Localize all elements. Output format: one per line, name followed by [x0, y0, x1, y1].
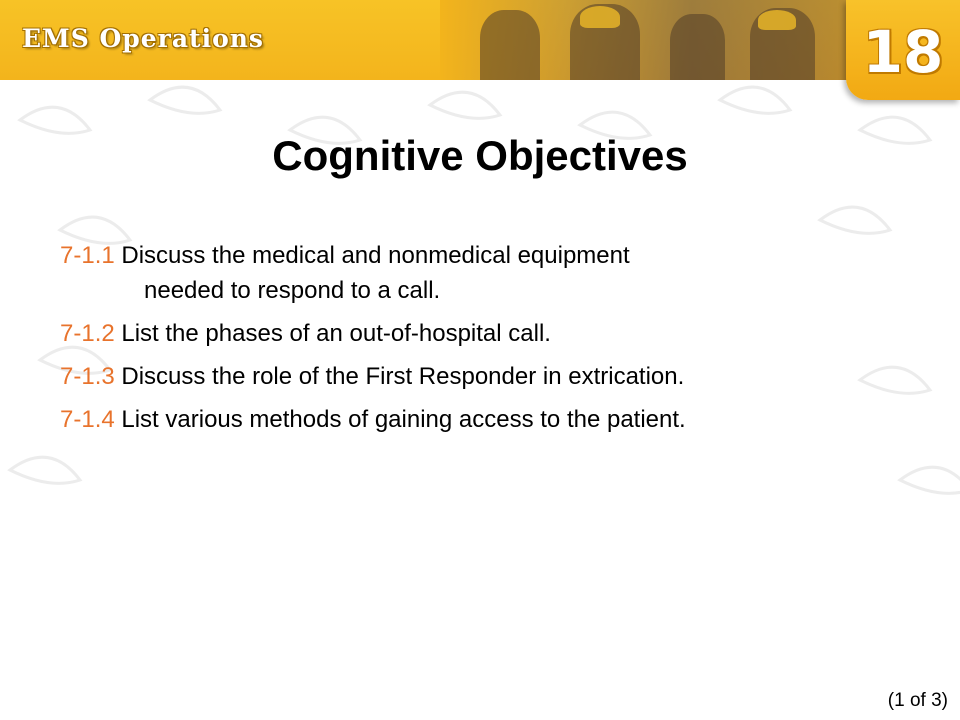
header-photo-strip — [440, 0, 860, 80]
objective-text: Discuss the role of the First Responder in extrication. — [121, 363, 685, 390]
chapter-tab — [846, 0, 960, 100]
objective-text: List the phases of an out-of-hospital call. — [121, 320, 551, 347]
objective-text-continuation: needed to respond to a call. — [144, 277, 441, 304]
slide-title: Cognitive Objectives — [272, 132, 688, 179]
objective-item — [60, 402, 920, 437]
chapter-number: 18 — [862, 18, 944, 86]
objective-text: Discuss the medical and nonmedical equipment — [121, 242, 630, 269]
objective-code: 7-1.2 — [60, 320, 115, 347]
objectives-list — [60, 238, 920, 445]
objective-code: 7-1.3 — [60, 363, 115, 390]
objective-code: 7-1.4 — [60, 406, 115, 433]
header-band — [0, 0, 960, 80]
objective-item — [60, 359, 920, 394]
page-indicator: (1 of 3) — [887, 690, 948, 711]
objective-text: List various methods of gaining access to the patient. — [121, 406, 686, 433]
objective-item — [60, 238, 920, 308]
header-title: EMS Operations — [22, 24, 264, 53]
objective-item — [60, 316, 920, 351]
objective-code: 7-1.1 — [60, 242, 115, 269]
